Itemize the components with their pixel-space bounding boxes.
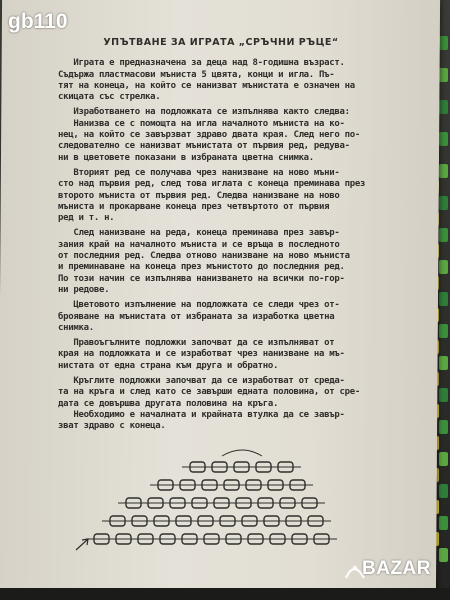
bead	[439, 228, 448, 242]
bead	[439, 260, 448, 274]
paragraph: Цветовото изпълнение на подложката се следи чрез от- брояване на мънистата от избраната за изработка цветна снимка.	[58, 300, 340, 333]
paragraph: Вторият ред се получава чрез нанизване на ново мъни- сто над първия ред, след това иглата с конеца преминава през второто мъниста от първия ред. Следва нанизване на ново мъниста и прокарване конеца през четвъртото от първия ред и т. н.	[58, 167, 366, 224]
paragraph: Изработването на подложката се изпълнява както следва: Нанизва се с помощта на игла началното мъниста на ко- нец, на който се завързват здраво двата края. След него по- следователно се нанизват мънистата от първия ред, редува- ни в цветовете показани в избраната цветна снимка.	[58, 107, 360, 163]
bead	[439, 36, 448, 50]
user-watermark: gb110	[8, 10, 68, 33]
paragraph: Кръглите подложки започват да се изработват от среда- та на кръга и след като се завърши едната половина, от сре- дата се довършва другата половина на кръга. Необходимо е началната и крайната втулка да се завър- зват здраво с конеца.	[58, 376, 360, 432]
bead	[439, 100, 448, 114]
instruction-sheet	[58, 37, 384, 437]
bead	[439, 388, 448, 402]
bead	[439, 516, 448, 530]
bead	[439, 420, 448, 434]
document-title: УПЪТВАНЕ ЗА ИГРАТА „СРЪЧНИ РЪЦЕ“	[103, 37, 339, 48]
bottom-surface	[0, 588, 450, 600]
diagram-thread-loop	[222, 450, 262, 456]
bead-threading-diagram	[72, 438, 372, 566]
bead	[439, 132, 448, 146]
paragraph: След нанизване на реда, конеца преминава през завър- зания край на началното мъниста и се връща в последното от последния ред. Следва отново нанизване на ново мъниста и преминаване на конеца през мънистото до последния ред. По този начин се изпълнява нанизването на всички по-гор- ни редове.	[58, 228, 350, 295]
bead	[439, 484, 448, 498]
bead	[439, 196, 448, 210]
bazar-logo-text: BAZAR	[362, 558, 431, 579]
bead	[439, 548, 448, 562]
paragraph: Играта е предназначена за деца над 8-годишна възраст. Съдържа пластмасови мъниста 5 цвята, конци и игла. Пъ- тят на конеца, на който се нанизват мънистата е означен на скицата със стрелка.	[58, 58, 355, 103]
bead	[439, 356, 448, 370]
bead	[439, 292, 448, 306]
bead	[439, 452, 448, 466]
diagram-arrow	[76, 539, 88, 550]
paragraph: Правоъгълните подложки започват да се изпълняват от края на подложката и се изработват чрез нанизване на мъ- нистата от една страна към друга и обратно.	[58, 338, 345, 371]
bead	[439, 164, 448, 178]
bead	[439, 68, 448, 82]
bead	[439, 324, 448, 338]
